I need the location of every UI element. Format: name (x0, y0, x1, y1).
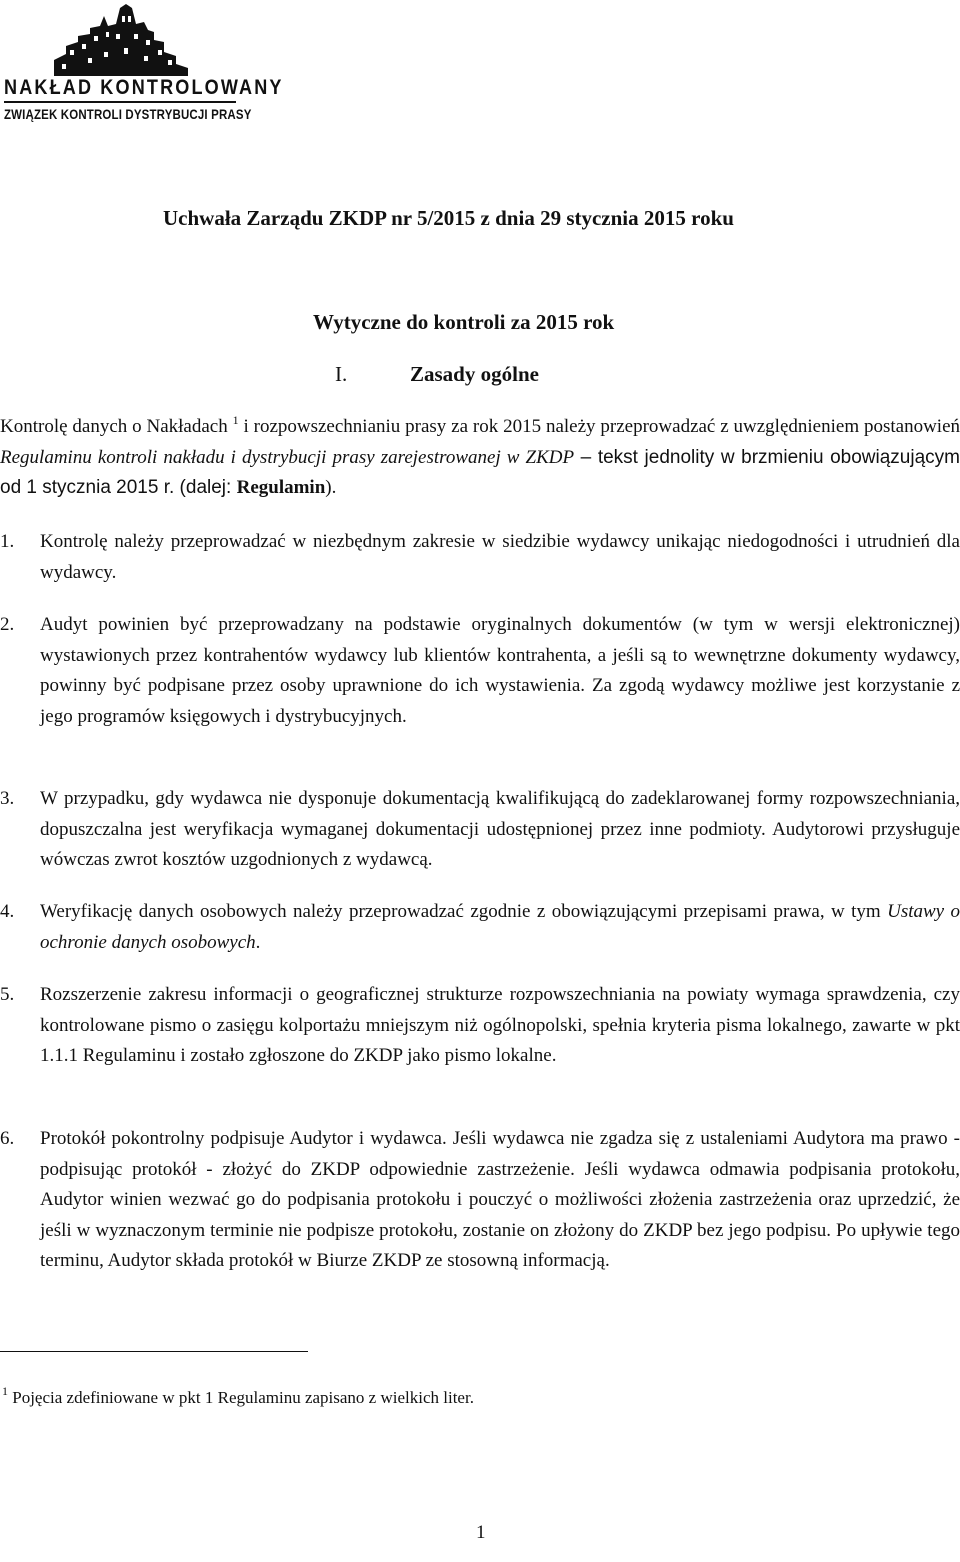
regulation-short-name: Regulamin (236, 477, 326, 498)
list-item-number: 3. (0, 788, 15, 809)
footnote-marker: 1 (2, 1384, 8, 1398)
list-item-number: 1. (0, 531, 15, 552)
list-item-text (40, 897, 960, 958)
footnote (2, 1384, 474, 1408)
logo-divider (4, 101, 236, 103)
logo-wordmark: NAKŁAD KONTROLOWANY (4, 76, 284, 99)
logo-tagline: ZWIĄZEK KONTROLI DYSTRYBUCJI PRASY (4, 106, 252, 122)
intro-text-3: – tekst jednolity w brzmieniu obowiązującym od 1 stycznia 2015 r. (dalej: (0, 446, 960, 498)
footnote-ref[interactable]: 1 (232, 413, 239, 427)
intro-text-2: i rozpowszechnianiu prasy za rok 2015 należy przeprowadzać z uwzględnieniem postanowień (238, 416, 960, 437)
list-item-number: 5. (0, 984, 15, 1005)
list-item-number: 4. (0, 901, 15, 922)
list-item (0, 610, 960, 732)
logo (4, 2, 284, 126)
footnote-divider (0, 1351, 308, 1352)
list-item-text: W przypadku, gdy wydawca nie dysponuje dokumentacją kwalifikującą do zadeklarowanej formy rozpowszechniania, dopuszczalna jest weryfikacja wymaganej dokumentacji udostępnionej przez inne podmioty. Audytorowi przysługuje wówczas zwrot kosztów uzgodnionych z wydawcą. (40, 788, 960, 870)
page-number: 1 (476, 1522, 486, 1543)
list-item (0, 527, 960, 588)
list-item-text: Kontrolę należy przeprowadzać w niezbędnym zakresie w siedzibie wydawcy unikając niedogodności i utrudnień dla wydawcy. (40, 531, 960, 583)
document-subtitle: Wytyczne do kontroli za 2015 rok (313, 310, 615, 334)
section-title: Zasady ogólne (410, 362, 539, 386)
list-item-text-end: . (255, 931, 261, 953)
footnote-text: Pojęcia zdefiniowane w pkt 1 Regulaminu zapisano z wielkich liter. (8, 1388, 474, 1407)
list-item-text-main: Weryfikację danych osobowych należy przeprowadzać zgodnie z obowiązującymi przepisami prawa, w tym (40, 901, 888, 922)
list-item-text: Audyt powinien być przeprowadzany na podstawie oryginalnych dokumentów (w tym w wersji elektronicznej) wystawionych przez kontrahentów wydawcy lub klientów kontrahenta, a jeśli są to wewnętrzne dokumenty wydawcy, powinny być podpisane przez osoby uprawnione do ich wystawienia. Za zgodą wydawcy możliwe jest korzystanie z jego programów księgowych i dystrybucyjnych. (40, 614, 960, 727)
section-number: I. (335, 362, 348, 386)
list-item-text: Rozszerzenie zakresu informacji o geograficznej strukturze rozpowszechniania na powiaty wymaga sprawdzenia, czy kontrolowane pismo o zasięgu kolportażu mniejszym niż ogólnopolski, spełnia kryteria pisma lokalnego, zawarte w pkt 1.1.1 Regulaminu i zostało zgłoszone do ZKDP jako pismo lokalne. (40, 984, 960, 1066)
list-item-text: Protokół pokontrolny podpisuje Audytor i wydawca. Jeśli wydawca nie zgadza się z ustaleniami Audytora ma prawo - podpisując protokół - złożyć do ZKDP odpowiednie zastrzeżenie. Jeśli wydawca odmawia podpisania protokołu, Audytor winien wezwać go do podpisania protokołu i pouczyć o możliwości złożenia zastrzeżenia oraz uprzedzić, że jeśli w wyznaczonym terminie nie podpisze protokołu, zostanie on złożony do ZKDP bez jego podpisu. Po upływie tego terminu, Audytor składa protokół w Biurze ZKDP ze stosowną informacją. (40, 1128, 960, 1271)
list-item-number: 2. (0, 614, 15, 635)
intro-text-4: ). (325, 477, 337, 498)
document-title: Uchwała Zarządu ZKDP nr 5/2015 z dnia 29 stycznia 2015 roku (163, 206, 734, 230)
list-item-number: 6. (0, 1128, 15, 1149)
list-item (0, 980, 960, 1072)
list-item (0, 1124, 960, 1277)
list-item (0, 897, 960, 958)
law-name: Ustawy o ochronie danych osobowych (40, 901, 960, 953)
building-silhouette-icon (4, 2, 236, 78)
intro-paragraph (0, 412, 960, 504)
list-item (0, 784, 960, 876)
regulation-name: Regulaminu kontroli nakładu i dystrybucji prasy zarejestrowanej w ZKDP (0, 446, 575, 468)
intro-text-1: Kontrolę danych o Nakładach (0, 416, 228, 437)
